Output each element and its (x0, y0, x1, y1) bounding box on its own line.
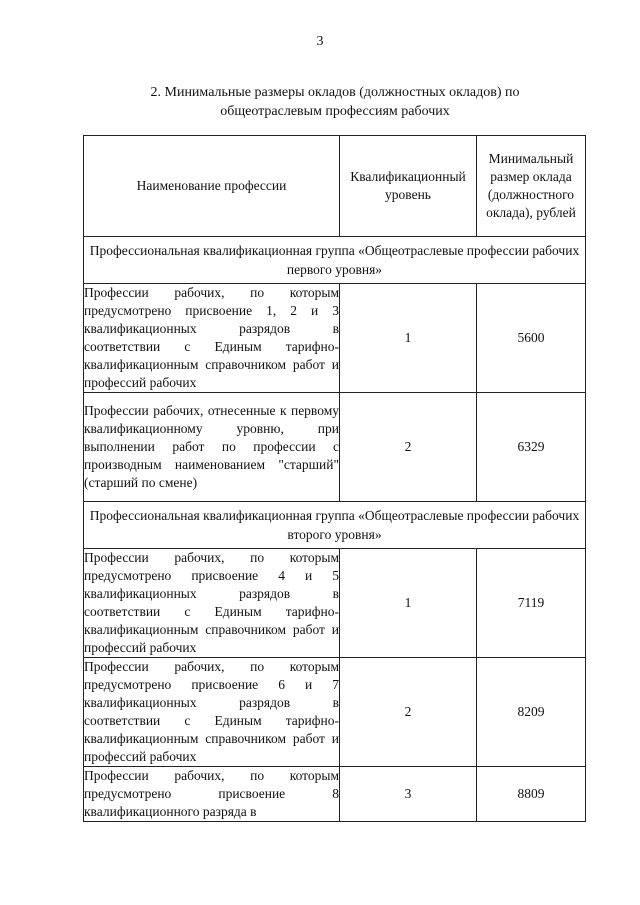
group-title: Профессиональная квалификационная группа «Общеотраслевые профессии рабочих второго уровня» (84, 502, 586, 549)
level-cell: 1 (340, 284, 477, 393)
salary-table (83, 135, 586, 822)
table-row (84, 393, 586, 502)
level-cell: 2 (340, 658, 477, 767)
table-row (84, 549, 586, 658)
profession-cell: Профессии рабочих, по которым предусмотрено присвоение 6 и 7 квалификационных разрядов в соответствии с Единым тарифно-квалификационным справочником работ и профессий рабочих (84, 658, 340, 767)
profession-cell: Профессии рабочих, по которым предусмотрено присвоение 4 и 5 квалификационных разрядов в соответствии с Единым тарифно-квалификационным справочником работ и профессий рабочих (84, 549, 340, 658)
page-number: 3 (316, 34, 324, 49)
group-row (84, 502, 586, 549)
header-min-salary: Минимальный размер оклада (должностного оклада), рублей (477, 136, 586, 237)
table-header-row (84, 136, 586, 237)
profession-cell: Профессии рабочих, по которым предусмотрено присвоение 1, 2 и 3 квалификационных разрядов в соответствии с Единым тарифно-квалификационным справочником работ и профессий рабочих (84, 284, 340, 393)
table-row (84, 767, 586, 822)
salary-cell: 8809 (477, 767, 586, 822)
salary-cell: 6329 (477, 393, 586, 502)
header-profession: Наименование профессии (84, 136, 340, 237)
profession-cell: Профессии рабочих, по которым предусмотрено присвоение 8 квалификационного разряда в (84, 767, 340, 822)
level-cell: 2 (340, 393, 477, 502)
profession-cell: Профессии рабочих, отнесенные к первому квалификационному уровню, при выполнении работ по профессии с производным наименованием "старший" (старший по смене) (84, 393, 340, 502)
level-cell: 3 (340, 767, 477, 822)
salary-cell: 8209 (477, 658, 586, 767)
section-title: 2. Минимальные размеры окладов (должностных окладов) по общеотраслевым профессиям рабочих (150, 85, 520, 119)
table-row (84, 284, 586, 393)
table-row (84, 658, 586, 767)
salary-cell: 5600 (477, 284, 586, 393)
group-title: Профессиональная квалификационная группа «Общеотраслевые профессии рабочих первого уровня» (84, 237, 586, 284)
salary-cell: 7119 (477, 549, 586, 658)
level-cell: 1 (340, 549, 477, 658)
group-row (84, 237, 586, 284)
header-qualification-level: Квалификационный уровень (340, 136, 477, 237)
